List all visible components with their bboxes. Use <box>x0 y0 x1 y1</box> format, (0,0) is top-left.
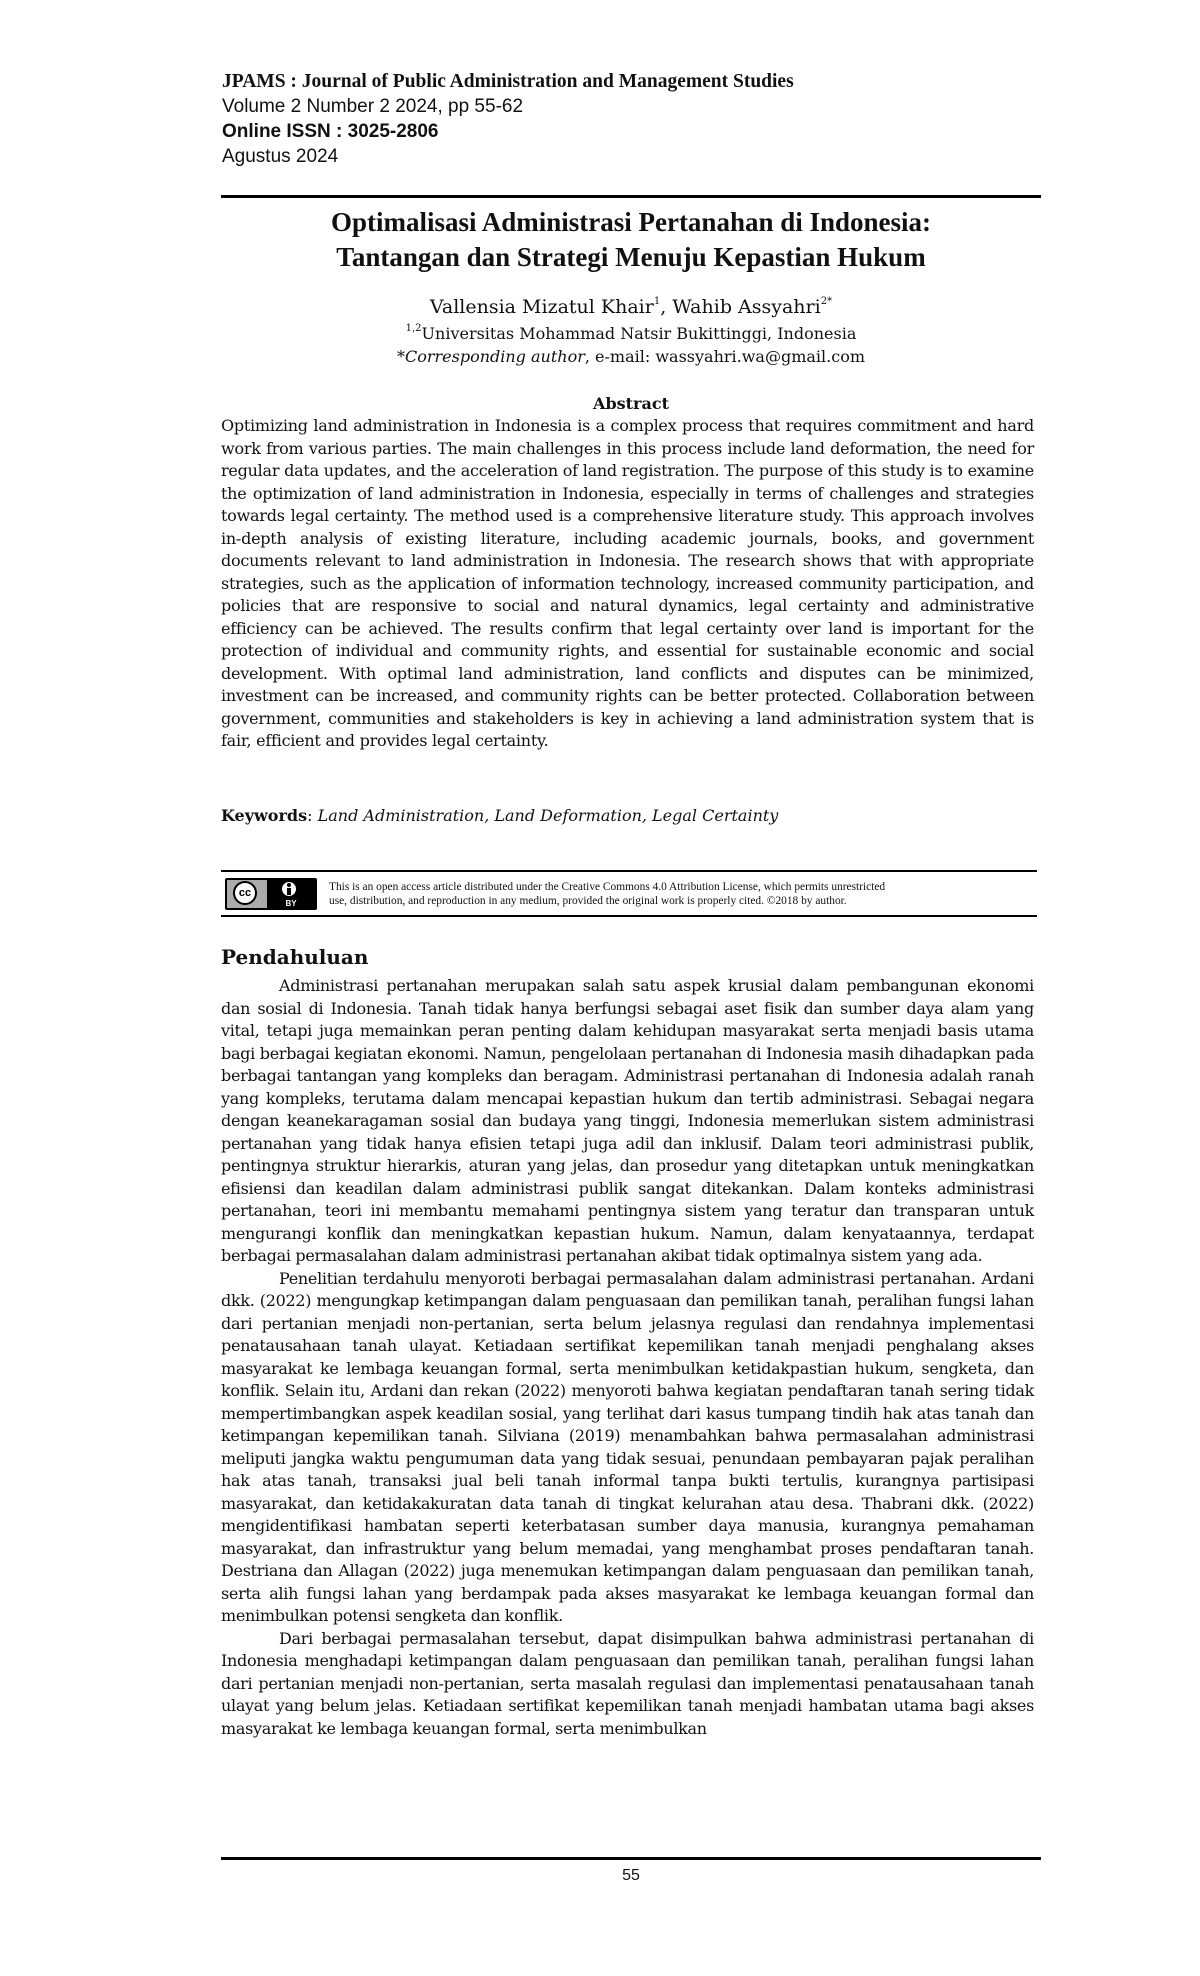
header-divider <box>221 195 1041 198</box>
journal-volume: Volume 2 Number 2 2024, pp 55-62 <box>222 96 524 117</box>
corresponding-label: Corresponding author <box>404 347 585 366</box>
cc-by-license-icon <box>225 878 317 910</box>
corresponding-author <box>221 346 1041 368</box>
keywords <box>221 805 1041 827</box>
journal-date: Agustus 2024 <box>222 146 339 167</box>
title-line-2: Tantangan dan Strategi Menuju Kepastian Hukum <box>336 242 926 272</box>
paragraph: Administrasi pertanahan merupakan salah satu aspek krusial dalam pembangunan ekonomi dan sosial di Indonesia. Tanah tidak hanya berfungsi sebagai aset fisik dan sumber daya alam yang vital, tetapi juga memainkan peran penting dalam kehidupan masyarakat serta menjadi basis utama bagi berbagai kegiatan ekonomi. Namun, pengelolaan pertanahan di Indonesia masih dihadapkan pada berbagai tantangan yang kompleks dan beragam. Administrasi pertanahan di Indonesia adalah ranah yang kompleks, terutama dalam mencapai kepastian hukum dan tertib administrasi. Sebagai negara dengan keanekaragaman sosial dan budaya yang tinggi, Indonesia memerlukan sistem administrasi pertanahan yang tidak hanya efisien tetapi juga adil dan inklusif. Dalam teori administrasi publik, pentingnya struktur hierarkis, aturan yang jelas, dan prosedur yang ditetapkan untuk meningkatkan efisiensi dan keadilan dalam administrasi publik sangat ditekankan. Dalam konteks administrasi pertanahan, teori ini membantu memahami pentingnya sistem yang teratur dan transparan untuk mengurangi konflik dan meningkatkan kepastian hukum. Namun, dalam kenyataannya, terdapat berbagai permasalahan dalam administrasi pertanahan akibat tidak optimalnya sistem yang ada. <box>221 976 1034 1265</box>
author-2-affil-marker: 2* <box>820 295 833 307</box>
license-box <box>221 870 1037 917</box>
attribution-person-icon <box>280 880 298 898</box>
author-1: Vallensia Mizatul Khair <box>429 296 654 318</box>
author-separator: , <box>660 296 673 318</box>
abstract-heading: Abstract <box>593 394 669 413</box>
section-heading: Pendahuluan <box>221 945 369 969</box>
affiliation-text: Universitas Mohammad Natsir Bukittinggi, Indonesia <box>421 324 857 343</box>
paragraph: Penelitian terdahulu menyoroti berbagai permasalahan dalam administrasi pertanahan. Ardani dkk. (2022) mengungkap ketimpangan dalam penguasaan dan pemilikan tanah, peralihan fungsi lahan dari pertanian menjadi non-pertanian, serta belum jelasnya regulasi dan rendahnya implementasi penatausahaan tanah ulayat. Ketiadaan sertifikat kepemilikan tanah menjadi penghalang akses masyarakat ke lembaga keuangan formal, serta menimbulkan ketidakpastian hukum, sengketa, dan konflik. Selain itu, Ardani dan rekan (2022) menyoroti bahwa kegiatan pendaftaran tanah sering tidak mempertimbangkan aspek keadilan sosial, yang terlihat dari kasus tumpang tindih hak atas tanah dan ketimpangan kepemilikan tanah. Silviana (2019) menambahkan bahwa permasalahan administrasi meliputi jangka waktu pengumuman data yang tidak sesuai, penundaan pembayaran pajak peralihan hak atas tanah, transaksi jual beli tanah informal tanpa bukti tertulis, kurangnya partisipasi masyarakat, dan ketidakakuratan data tanah di tingkat kelurahan atau desa. Thabrani dkk. (2022) mengidentifikasi hambatan seperti keterbatasan sumber daya manusia, kurangnya pemahaman masyarakat, dan infrastruktur yang belum memadai, yang menghambat proses pendaftaran tanah. Destriana dan Allagan (2022) juga menemukan ketimpangan dalam penguasaan dan pemilikan tanah, serta alih fungsi lahan yang berdampak pada akses masyarakat ke lembaga keuangan formal dan menimbulkan potensi sengketa dan konflik. <box>221 1268 1034 1625</box>
author-1-affil-marker: 1 <box>653 295 661 307</box>
title-line-1: Optimalisasi Administrasi Pertanahan di Indonesia: <box>330 207 932 237</box>
by-label: BY <box>285 899 297 908</box>
keywords-separator: : <box>307 806 318 825</box>
paragraph: Dari berbagai permasalahan tersebut, dapat disimpulkan bahwa administrasi pertanahan di Indonesia menghadapi ketimpangan dalam penguasaan dan pemilikan tanah, peralihan fungsi lahan dari pertanian menjadi non-pertanian, serta masalah regulasi dan implementasi penatausahaan tanah ulayat yang belum jelas. Ketiadaan sertifikat kepemilikan tanah menjadi hambatan utama bagi akses masyarakat ke lembaga keuangan formal, serta menimbulkan <box>221 1628 1034 1738</box>
license-text <box>329 880 1029 908</box>
cc-icon: cc <box>233 881 257 905</box>
author-list <box>221 295 1041 319</box>
abstract-text: Optimizing land administration in Indonesia is a complex process that requires commitment and hard work from various parties. The main challenges in this process include land deformation, the need for regular data updates, and the acceleration of land registration. The purpose of this study is to examine the optimization of land administration in Indonesia, especially in terms of challenges and strategies towards legal certainty. The method used is a comprehensive literature study. This approach involves in-depth analysis of existing literature, including academic journals, books, and government documents relevant to land administration in Indonesia. The research shows that with appropriate strategies, such as the application of information technology, increased community participation, and policies that are responsive to social and natural dynamics, legal certainty and administrative efficiency can be achieved. The results confirm that legal certainty over land is important for the protection of individual and community rights, and essential for sustainable economic and social development. With optimal land administration, land conflicts and disputes can be minimized, investment can be increased, and community rights can be better protected. Collaboration between government, communities and stakeholders is key in achieving a land administration system that is fair, efficient and provides legal certainty. <box>221 416 1034 750</box>
affiliation-marker: 1,2 <box>405 322 422 334</box>
page-number: 55 <box>622 1867 640 1884</box>
author-2: Wahib Assyahri <box>672 296 821 318</box>
journal-issn: Online ISSN : 3025-2806 <box>222 121 439 142</box>
corresponding-email: , e-mail: wassyahri.wa@gmail.com <box>584 347 866 366</box>
journal-header <box>222 70 1022 169</box>
section-body <box>221 975 1034 1740</box>
journal-name: JPAMS : Journal of Public Administration and Management Studies <box>222 71 794 92</box>
corresponding-star: * <box>396 347 405 366</box>
license-line-1: This is an open access article distributed under the Creative Commons 4.0 Attribution License, which permits unrestricted <box>329 881 886 893</box>
keywords-label: Keywords <box>221 806 308 825</box>
article-title <box>221 205 1041 275</box>
license-line-2: use, distribution, and reproduction in any medium, provided the original work is properly cited. ©2018 by author. <box>329 895 847 907</box>
keywords-value: Land Administration, Land Deformation, Legal Certainty <box>317 806 779 825</box>
affiliation <box>221 323 1041 345</box>
footer-divider <box>221 1857 1041 1860</box>
